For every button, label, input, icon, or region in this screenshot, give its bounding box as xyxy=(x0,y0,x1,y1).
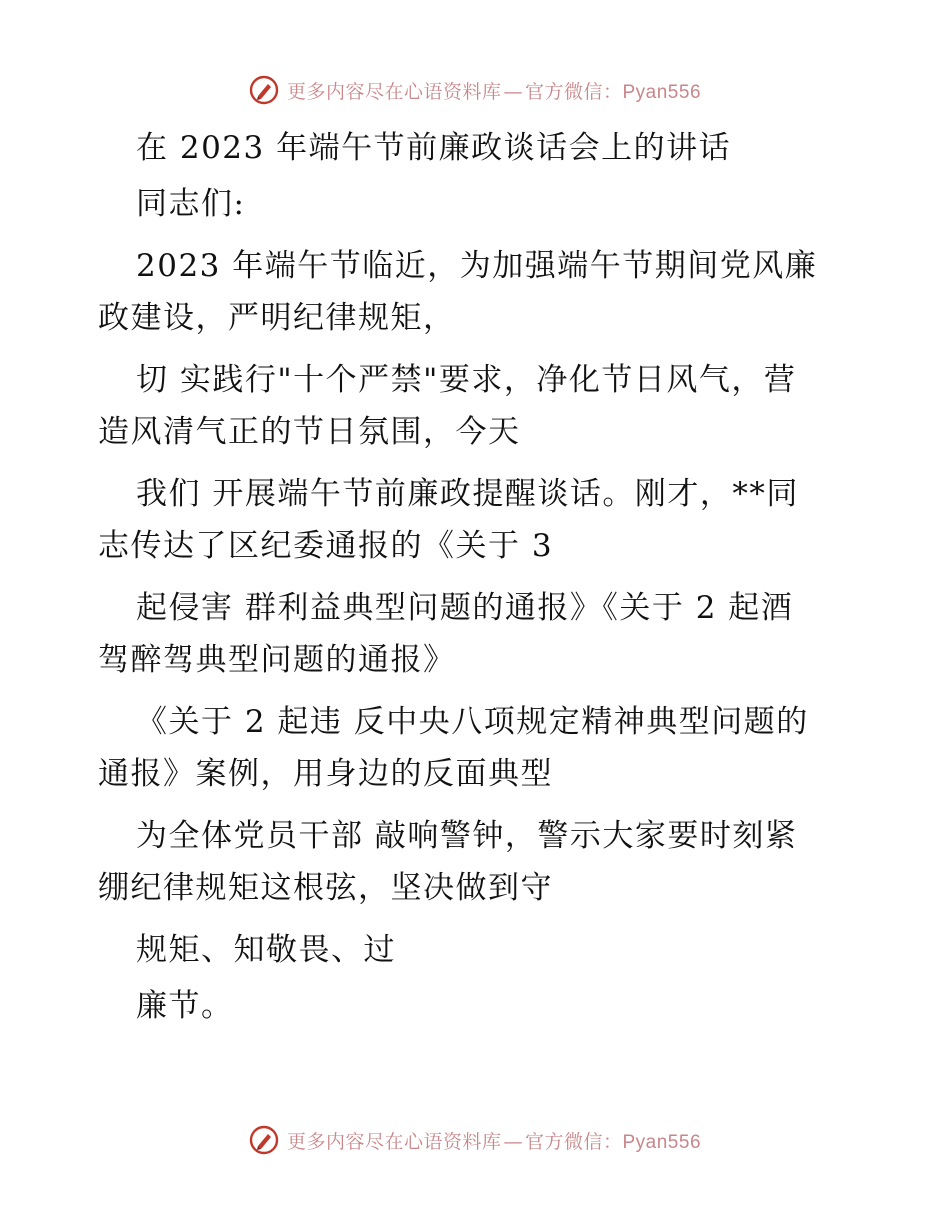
paragraph-line: 绷纪律规矩这根弦，坚决做到守 xyxy=(98,870,553,906)
salutation: 同志们: xyxy=(136,186,246,222)
paragraph-line: 驾醉驾典型问题的通报》 xyxy=(98,642,456,678)
watermark-header xyxy=(0,70,950,110)
paragraph-line: 志传达了区纪委通报的《关于 3 xyxy=(98,528,554,564)
paragraph-6 xyxy=(98,810,858,914)
paragraph-8 xyxy=(98,980,858,1032)
watermark-wechat-id: Pyan556 xyxy=(622,81,702,103)
watermark-wechat-label: 官方微信： xyxy=(524,80,623,103)
pen-logo-icon xyxy=(249,1125,279,1155)
document-title: 在 2023 年端午节前廉政谈话会上的讲话 xyxy=(136,130,732,166)
paragraph-4 xyxy=(98,582,858,686)
watermark-text: 更多内容尽在心语资料库 xyxy=(286,80,502,103)
watermark-wechat-id: Pyan556 xyxy=(622,1131,702,1153)
watermark-separator: — xyxy=(503,80,523,103)
paragraph-line: 政建设，严明纪律规矩， xyxy=(98,300,456,336)
watermark-text: 更多内容尽在心语资料库 xyxy=(286,1130,502,1153)
pen-logo-icon xyxy=(249,75,279,105)
paragraph-7 xyxy=(98,924,858,976)
paragraph-line: 造风清气正的节日氛围，今天 xyxy=(98,414,521,450)
paragraph-line: 规矩、知敬畏、过 xyxy=(136,932,396,968)
paragraph-5 xyxy=(98,696,858,800)
watermark-footer xyxy=(0,1120,950,1160)
paragraph-line: 《关于 2 起违 反中央八项规定精神典型问题的 xyxy=(136,704,809,740)
paragraph-line: 廉节。 xyxy=(136,988,234,1024)
paragraph-line: 切 实践行"十个严禁"要求，净化节日风气，营 xyxy=(136,362,797,398)
document-body xyxy=(98,122,858,1032)
paragraph-1 xyxy=(98,240,858,344)
paragraph-line: 2023 年端午节临近，为加强端午节期间党风廉 xyxy=(136,248,818,284)
paragraph-line: 通报》案例，用身边的反面典型 xyxy=(98,756,553,792)
watermark-wechat-label: 官方微信： xyxy=(524,1130,623,1153)
paragraph-line: 起侵害 群利益典型问题的通报》《关于 2 起酒 xyxy=(136,590,794,626)
paragraph-2 xyxy=(98,354,858,458)
paragraph-line: 为全体党员干部 敲响警钟，警示大家要时刻紧 xyxy=(136,818,798,854)
paragraph-line: 我们 开展端午节前廉政提醒谈话。刚才，**同 xyxy=(136,476,799,512)
paragraph-3 xyxy=(98,468,858,572)
watermark-separator: — xyxy=(503,1130,523,1153)
